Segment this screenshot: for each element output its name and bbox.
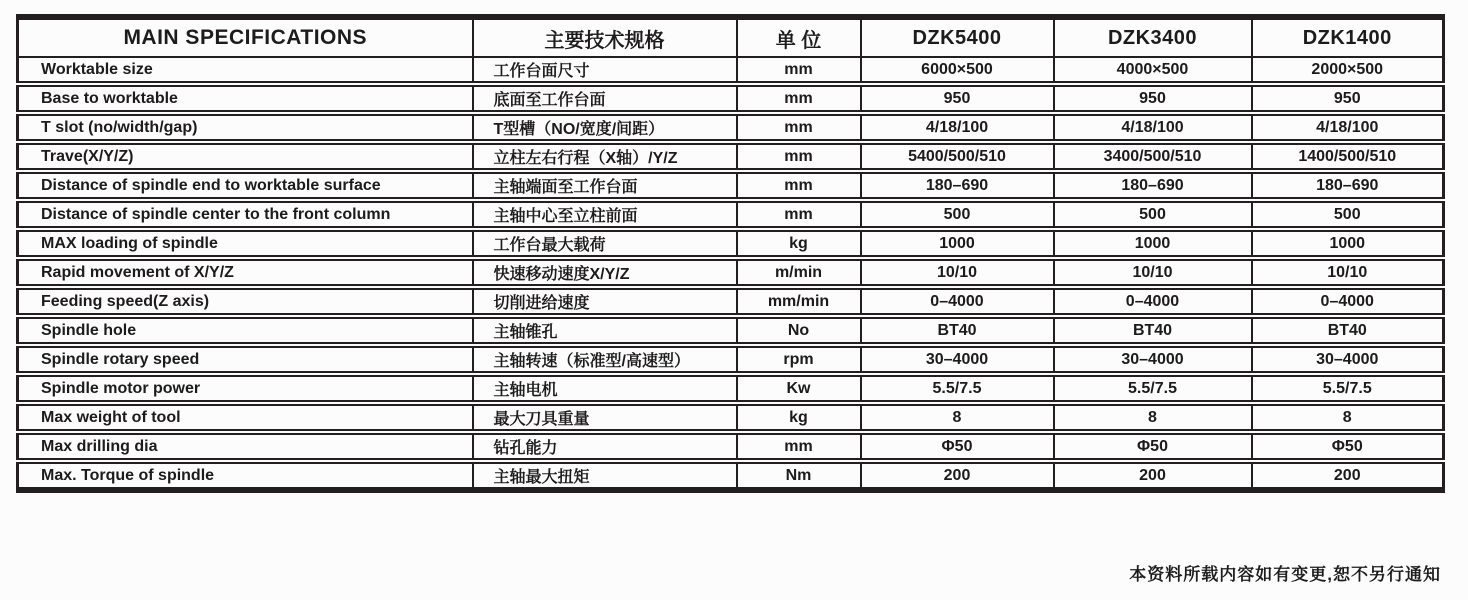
cell-spec-en: Max weight of tool [18, 403, 473, 432]
cell-dzk1400: 5.5/7.5 [1252, 374, 1444, 403]
cell-unit: rpm [737, 345, 861, 374]
cell-spec-en: Spindle motor power [18, 374, 473, 403]
cell-dzk5400: Φ50 [861, 432, 1054, 461]
header-main-specifications-cn: 主要技术规格 [473, 17, 737, 57]
cell-unit: mm [737, 200, 861, 229]
cell-unit: mm [737, 84, 861, 113]
cell-unit: mm/min [737, 287, 861, 316]
header-model-dzk5400: DZK5400 [861, 17, 1054, 57]
cell-unit: kg [737, 403, 861, 432]
cell-spec-en: MAX loading of spindle [18, 229, 473, 258]
cell-spec-cn: 工作台面尺寸 [473, 57, 737, 84]
cell-dzk5400: 5.5/7.5 [861, 374, 1054, 403]
cell-dzk3400: 8 [1054, 403, 1252, 432]
cell-spec-en: Worktable size [41, 60, 153, 78]
cell-dzk5400: 6000×500 [861, 57, 1054, 84]
cell-dzk1400: 180–690 [1252, 171, 1444, 200]
header-model-dzk3400: DZK3400 [1054, 17, 1252, 57]
cell-unit: mm [737, 113, 861, 142]
spec-table-body [18, 57, 1444, 490]
cell-dzk5400: 0–4000 [861, 287, 1054, 316]
cell-dzk3400: BT40 [1054, 316, 1252, 345]
cell-spec-cn: 主轴端面至工作台面 [473, 171, 737, 200]
cell-spec-cn: 切削进给速度 [473, 287, 737, 316]
cell-unit: Nm [737, 461, 861, 490]
cell-dzk5400: 4/18/100 [861, 113, 1054, 142]
cell-dzk1400: 8 [1252, 403, 1444, 432]
cell-unit: mm [737, 57, 861, 84]
cell-dzk3400: 180–690 [1054, 171, 1252, 200]
cell-dzk1400: 4/18/100 [1252, 113, 1444, 142]
cell-unit: No [737, 316, 861, 345]
cell-spec-cn: 主轴最大扭矩 [473, 461, 737, 490]
spec-table [16, 14, 1445, 493]
table-row [18, 461, 1444, 490]
cell-spec-cn: 立柱左右行程（X轴）/Y/Z [473, 142, 737, 171]
cell-spec-en: Distance of spindle center to the front column [18, 200, 473, 229]
table-row [18, 345, 1444, 374]
cell-spec-cn: 工作台最大载荷 [473, 229, 737, 258]
footer-note: 本资料所载内容如有变更,恕不另行通知 [1129, 565, 1441, 584]
cell-dzk3400: 500 [1054, 200, 1252, 229]
cell-dzk1400: 1000 [1252, 229, 1444, 258]
cell-dzk3400: Φ50 [1054, 432, 1252, 461]
cell-dzk5400: 5400/500/510 [861, 142, 1054, 171]
cell-dzk3400: 10/10 [1054, 258, 1252, 287]
cell-dzk3400: 5.5/7.5 [1054, 374, 1252, 403]
cell-spec-cn: 主轴锥孔 [473, 316, 737, 345]
cell-dzk3400: 1000 [1054, 229, 1252, 258]
cell-dzk1400: 2000×500 [1252, 57, 1444, 84]
cell-dzk5400: 500 [861, 200, 1054, 229]
cell-dzk1400: BT40 [1252, 316, 1444, 345]
cell-spec-en: Feeding speed(Z axis) [18, 287, 473, 316]
header-row [18, 17, 1444, 57]
table-row [18, 229, 1444, 258]
cell-dzk3400: 4000×500 [1054, 57, 1252, 84]
header-unit: 单 位 [737, 17, 861, 57]
cell-dzk5400: 8 [861, 403, 1054, 432]
cell-dzk3400: 3400/500/510 [1054, 142, 1252, 171]
cell-dzk1400: 0–4000 [1252, 287, 1444, 316]
cell-dzk1400: 1400/500/510 [1252, 142, 1444, 171]
cell-spec-en: T slot (no/width/gap) [18, 113, 473, 142]
cell-dzk5400: 1000 [861, 229, 1054, 258]
cell-unit: m/min [737, 258, 861, 287]
cell-spec-cn: 最大刀具重量 [473, 403, 737, 432]
cell-unit: kg [737, 229, 861, 258]
table-row [18, 316, 1444, 345]
cell-spec-en: Base to worktable [18, 84, 473, 113]
table-row [18, 403, 1444, 432]
cell-spec-cn: 底面至工作台面 [473, 84, 737, 113]
cell-spec-en: Spindle rotary speed [18, 345, 473, 374]
cell-dzk5400: 200 [861, 461, 1054, 490]
cell-dzk1400: 30–4000 [1252, 345, 1444, 374]
cell-unit: mm [737, 142, 861, 171]
table-row [18, 287, 1444, 316]
cell-dzk5400: 180–690 [861, 171, 1054, 200]
table-row [18, 57, 1444, 84]
cell-dzk1400: 500 [1252, 200, 1444, 229]
cell-dzk5400: 30–4000 [861, 345, 1054, 374]
cell-dzk1400: 200 [1252, 461, 1444, 490]
cell-spec-cn: 主轴转速（标准型/高速型） [473, 345, 737, 374]
cell-dzk1400: 950 [1252, 84, 1444, 113]
header-main-specifications: MAIN SPECIFICATIONS [18, 17, 473, 57]
table-row [18, 200, 1444, 229]
table-row [18, 432, 1444, 461]
cell-spec-cn: 快速移动速度X/Y/Z [473, 258, 737, 287]
table-row [18, 374, 1444, 403]
cell-spec-en: Trave(X/Y/Z) [18, 142, 473, 171]
cell-spec-cn: 主轴电机 [473, 374, 737, 403]
cell-spec-cn: 主轴中心至立柱前面 [473, 200, 737, 229]
cell-spec-en: Max drilling dia [18, 432, 473, 461]
table-row [18, 171, 1444, 200]
cell-dzk3400: 950 [1054, 84, 1252, 113]
cell-dzk5400: 950 [861, 84, 1054, 113]
table-row [18, 113, 1444, 142]
header-model-dzk1400: DZK1400 [1252, 17, 1444, 57]
table-row [18, 258, 1444, 287]
cell-dzk3400: 200 [1054, 461, 1252, 490]
cell-dzk3400: 0–4000 [1054, 287, 1252, 316]
cell-dzk3400: 30–4000 [1054, 345, 1252, 374]
cell-unit: mm [737, 432, 861, 461]
cell-spec-cn: T型槽（NO/宽度/间距） [473, 113, 737, 142]
cell-spec-en: Max. Torque of spindle [18, 461, 473, 490]
cell-dzk3400: 4/18/100 [1054, 113, 1252, 142]
cell-spec-en: Distance of spindle end to worktable surface [18, 171, 473, 200]
cell-spec-en: Rapid movement of X/Y/Z [18, 258, 473, 287]
cell-dzk5400: 10/10 [861, 258, 1054, 287]
table-row [18, 84, 1444, 113]
cell-dzk1400: Φ50 [1252, 432, 1444, 461]
cell-dzk1400: 10/10 [1252, 258, 1444, 287]
cell-unit: mm [737, 171, 861, 200]
cell-unit: Kw [737, 374, 861, 403]
cell-spec-cn: 钻孔能力 [473, 432, 737, 461]
cell-dzk5400: BT40 [861, 316, 1054, 345]
table-row [18, 142, 1444, 171]
cell-spec-en: Spindle hole [18, 316, 473, 345]
